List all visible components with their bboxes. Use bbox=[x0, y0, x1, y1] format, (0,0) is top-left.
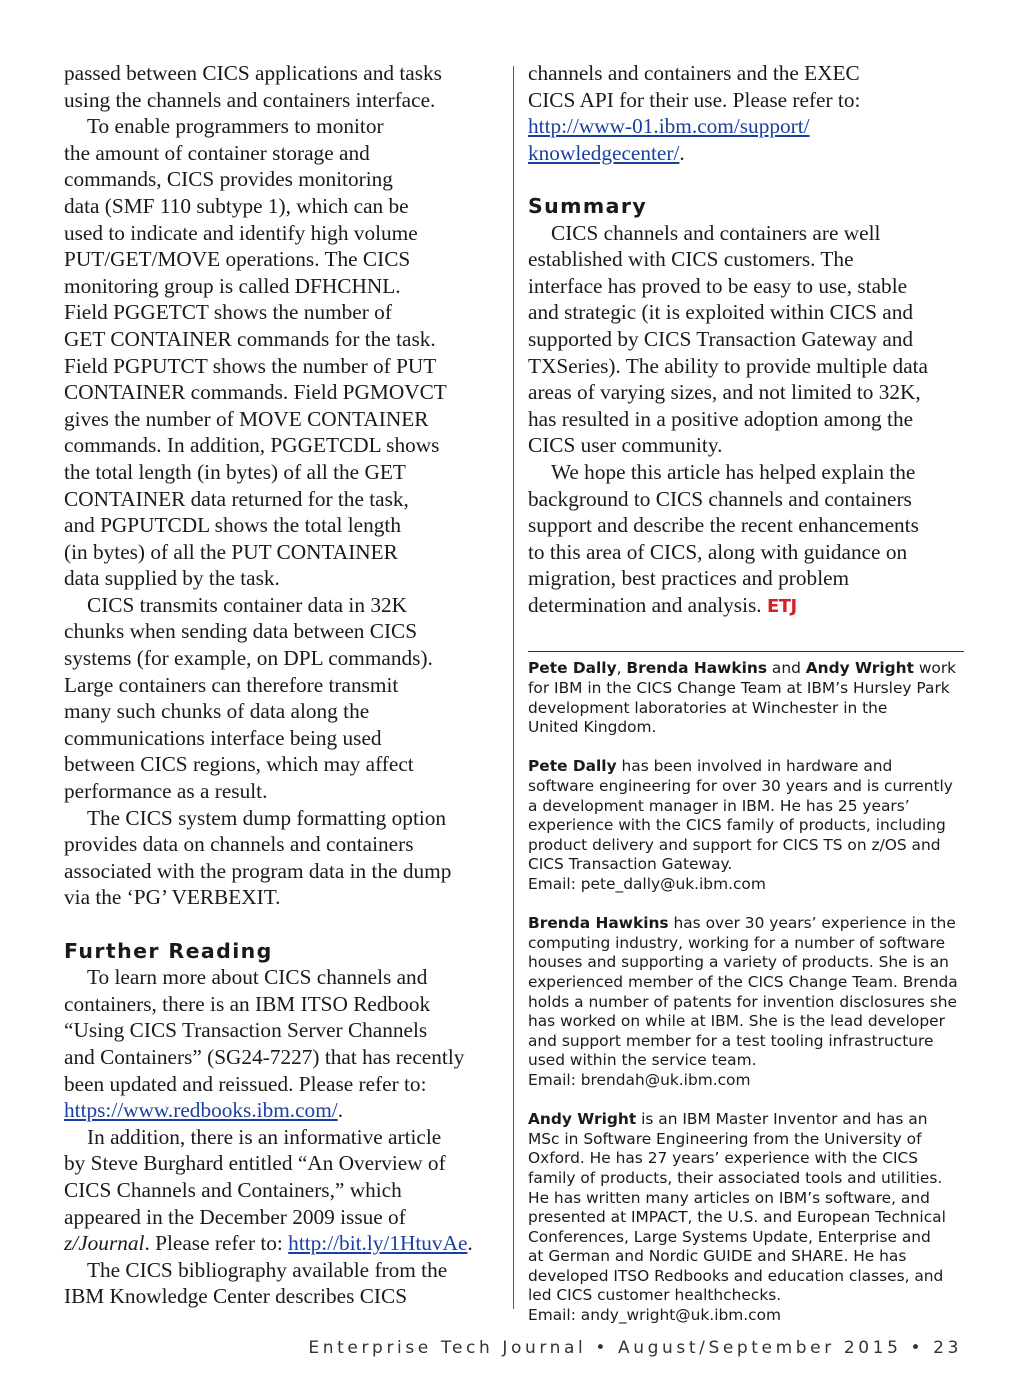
text-line: many such chunks of data along the bbox=[64, 699, 370, 724]
summary-heading: Summary bbox=[528, 193, 648, 218]
text-line bbox=[528, 757, 964, 777]
text-line: CICS API for their use. Please refer to: bbox=[528, 87, 861, 112]
text-line: interface has proved to be easy to use, stable bbox=[528, 273, 908, 298]
text-line: z/Journal. Please refer to: http://bit.ly/1HtuvAe. bbox=[64, 1231, 473, 1256]
text-line: Field PGGETCT shows the number of bbox=[64, 300, 392, 325]
monitoring-paragraph bbox=[64, 113, 502, 592]
text-fragment: , bbox=[616, 659, 627, 678]
text-line: In addition, there is an informative article bbox=[87, 1124, 442, 1149]
text-line: presented at IMPACT, the U.S. and European Technical bbox=[528, 1208, 946, 1227]
redbook-paragraph bbox=[64, 964, 502, 1124]
closing-paragraph bbox=[528, 459, 964, 621]
authors-intro bbox=[528, 659, 964, 757]
text-line: systems (for example, on DPL commands). bbox=[64, 646, 433, 671]
text-line bbox=[528, 914, 964, 934]
text-line: commands. In addition, PGGETCDL shows bbox=[64, 433, 440, 458]
column-divider bbox=[513, 66, 514, 1309]
text-line: appeared in the December 2009 issue of bbox=[64, 1204, 406, 1229]
left-paragraph-1 bbox=[64, 60, 502, 113]
text-line: Conferences, Large Systems Update, Enterprise and bbox=[528, 1227, 931, 1246]
text-line: development laboratories at Winchester in the bbox=[528, 698, 888, 717]
summary-paragraph bbox=[528, 220, 964, 459]
text-line: product delivery and support for CICS TS on z/OS and bbox=[528, 835, 941, 854]
bio-pete-dally bbox=[528, 757, 964, 914]
text-line: Field PGPUTCT shows the number of PUT bbox=[64, 353, 437, 378]
author-email: Email: pete_dally@uk.ibm.com bbox=[528, 875, 766, 893]
text-line: houses and supporting a variety of products. She is an bbox=[528, 953, 949, 972]
text-line: To enable programmers to monitor bbox=[87, 114, 384, 139]
redbooks-link[interactable]: https://www.redbooks.ibm.com/ bbox=[64, 1098, 338, 1123]
text-line: support and describe the recent enhancements bbox=[528, 513, 919, 538]
text-fragment: has over 30 years’ experience in the bbox=[668, 914, 956, 933]
text-line: used to indicate and identify high volume bbox=[64, 220, 418, 245]
text-line: The CICS bibliography available from the bbox=[87, 1257, 448, 1282]
text-line: a development manager in IBM. He has 25 years’ bbox=[528, 796, 910, 815]
footer-bullet: • bbox=[595, 1338, 610, 1358]
bibliography-paragraph bbox=[64, 1257, 502, 1310]
spacer bbox=[528, 1091, 964, 1111]
text-line: CICS transmits container data in 32K bbox=[87, 592, 407, 617]
refer-text: . Please refer to: bbox=[144, 1231, 289, 1256]
article-paragraph bbox=[64, 1124, 502, 1257]
etj-end-mark: ETJ bbox=[766, 595, 797, 617]
spacer bbox=[528, 895, 964, 915]
text-line: knowledgecenter/. bbox=[528, 140, 685, 165]
bio-andy-wright bbox=[528, 1110, 964, 1326]
text-line: We hope this article has helped explain the bbox=[551, 459, 916, 484]
text-line: has resulted in a positive adoption among the bbox=[528, 406, 914, 431]
author-email: Email: brendah@uk.ibm.com bbox=[528, 1070, 751, 1089]
spacer bbox=[528, 738, 964, 758]
left-column bbox=[64, 60, 502, 1310]
bitly-link[interactable]: http://bit.ly/1HtuvAe bbox=[288, 1231, 468, 1256]
text-line: gives the number of MOVE CONTAINER bbox=[64, 406, 429, 431]
text-line: To learn more about CICS channels and bbox=[87, 965, 428, 990]
text-line bbox=[528, 659, 964, 679]
text-line: and Containers” (SG24-7227) that has recently bbox=[64, 1044, 465, 1069]
text-line: CICS user community. bbox=[528, 433, 723, 458]
text-line: to this area of CICS, along with guidance on bbox=[528, 539, 908, 564]
text-line: containers, there is an IBM ITSO Redbook bbox=[64, 991, 431, 1016]
text-line: supported by CICS Transaction Gateway and bbox=[528, 326, 914, 351]
text-line: associated with the program data in the dump bbox=[64, 858, 452, 883]
text-line: migration, best practices and problem bbox=[528, 566, 850, 591]
text-line: performance as a result. bbox=[64, 779, 268, 804]
text-line: using the channels and containers interface. bbox=[64, 87, 436, 112]
text-line: the amount of container storage and bbox=[64, 140, 370, 165]
text-fragment: has been involved in hardware and bbox=[616, 757, 893, 776]
author-name: Andy Wright bbox=[528, 1110, 637, 1129]
text-line: computing industry, working for a number of software bbox=[528, 933, 946, 952]
text-line bbox=[528, 592, 964, 621]
transmission-paragraph bbox=[64, 592, 502, 805]
text-line: CICS Transaction Gateway. bbox=[528, 855, 733, 874]
bio-separator-rule bbox=[528, 651, 964, 652]
text-line: chunks when sending data between CICS bbox=[64, 619, 418, 644]
issue-date: August/September 2015 bbox=[618, 1338, 902, 1358]
continued-paragraph bbox=[528, 60, 964, 166]
text-line: software engineering for over 30 years and is currently bbox=[528, 777, 953, 796]
text-line: CONTAINER data returned for the task, bbox=[64, 486, 409, 511]
author-name: Pete Dally bbox=[528, 659, 617, 678]
author-name: Brenda Hawkins bbox=[528, 914, 669, 933]
text-line: PUT/GET/MOVE operations. The CICS bbox=[64, 247, 411, 272]
text-line: monitoring group is called DFHCHNL. bbox=[64, 273, 401, 298]
text-line: between CICS regions, which may affect bbox=[64, 752, 414, 777]
text-line bbox=[528, 1110, 964, 1130]
text-line: He has written many articles on IBM’s software, and bbox=[528, 1188, 930, 1207]
page-footer bbox=[308, 1338, 962, 1358]
text-line: CICS Channels and Containers,” which bbox=[64, 1177, 402, 1202]
spacer bbox=[528, 166, 964, 193]
text-line: GET CONTAINER commands for the task. bbox=[64, 326, 436, 351]
text-line: MSc in Software Engineering from the University of bbox=[528, 1129, 922, 1148]
text-line: established with CICS customers. The bbox=[528, 247, 854, 272]
journal-title: z/Journal bbox=[64, 1231, 145, 1256]
text-line bbox=[528, 113, 964, 140]
text-line: the total length (in bytes) of all the GET bbox=[64, 459, 406, 484]
text-line: Large containers can therefore transmit bbox=[64, 672, 399, 697]
footer-bullet: • bbox=[910, 1338, 925, 1358]
text-line: TXSeries). The ability to provide multiple data bbox=[528, 353, 929, 378]
text-line: and support member for a test tooling infrastructure bbox=[528, 1031, 934, 1050]
text-line: been updated and reissued. Please refer to: bbox=[64, 1071, 427, 1096]
text-line: at German and Nordic GUIDE and SHARE. He has bbox=[528, 1247, 907, 1266]
text-line: for IBM in the CICS Change Team at IBM’s Hursley Park bbox=[528, 679, 950, 698]
knowledge-center-link[interactable]: http://www-01.ibm.com/support/ bbox=[528, 114, 810, 139]
text-line: by Steve Burghard entitled “An Overview of bbox=[64, 1151, 446, 1176]
text-line: developed ITSO Redbooks and education classes, and bbox=[528, 1266, 944, 1285]
text-line: background to CICS channels and containers bbox=[528, 486, 912, 511]
text-line: “Using CICS Transaction Server Channels bbox=[64, 1018, 428, 1043]
text-line: channels and containers and the EXEC bbox=[528, 61, 860, 85]
text-line: The CICS system dump formatting option bbox=[87, 805, 447, 830]
text-line: led CICS customer healthchecks. bbox=[528, 1286, 782, 1305]
text-line: experience with the CICS family of products, including bbox=[528, 816, 946, 835]
text-line: holds a number of patents for invention disclosures she bbox=[528, 992, 957, 1011]
text-line: commands, CICS provides monitoring bbox=[64, 167, 393, 192]
text-line: data supplied by the task. bbox=[64, 566, 280, 591]
text-fragment: is an IBM Master Inventor and has an bbox=[636, 1110, 928, 1129]
text-line: Oxford. He has 27 years’ experience with the CICS bbox=[528, 1149, 919, 1168]
knowledge-center-link-cont[interactable]: knowledgecenter/ bbox=[528, 140, 680, 165]
text-line: and PGPUTCDL shows the total length bbox=[64, 513, 401, 538]
right-column bbox=[528, 60, 964, 1326]
author-name: Andy Wright bbox=[805, 659, 914, 678]
bio-brenda-hawkins bbox=[528, 914, 964, 1110]
text-fragment: and bbox=[767, 659, 806, 678]
text-line: (in bytes) of all the PUT CONTAINER bbox=[64, 539, 398, 564]
text-line: via the ‘PG’ VERBEXIT. bbox=[64, 885, 281, 910]
text-line: used within the service team. bbox=[528, 1051, 757, 1070]
text-line: and strategic (it is exploited within CICS and bbox=[528, 300, 914, 325]
text-line: passed between CICS applications and tasks bbox=[64, 61, 442, 85]
text-line: experienced member of the CICS Change Team. Brenda bbox=[528, 972, 958, 991]
text-fragment: work bbox=[913, 659, 957, 678]
author-name: Pete Dally bbox=[528, 757, 617, 776]
page-number: 23 bbox=[933, 1338, 962, 1358]
text-line: https://www.redbooks.ibm.com/. bbox=[64, 1098, 344, 1123]
text-line: has worked on while at IBM. She is the lead developer bbox=[528, 1012, 945, 1031]
spacer bbox=[64, 911, 502, 938]
closing-text: determination and analysis. bbox=[528, 592, 767, 617]
further-reading-heading: Further Reading bbox=[64, 938, 273, 963]
author-name: Brenda Hawkins bbox=[626, 659, 768, 678]
text-line: areas of varying sizes, and not limited to 32K, bbox=[528, 380, 921, 405]
text-line: IBM Knowledge Center describes CICS bbox=[64, 1284, 408, 1309]
text-line: provides data on channels and containers bbox=[64, 832, 414, 857]
text-line: family of products, their associated tools and utilities. bbox=[528, 1168, 943, 1187]
text-line: CICS channels and containers are well bbox=[551, 220, 881, 245]
text-line: communications interface being used bbox=[64, 725, 382, 750]
text-line: United Kingdom. bbox=[528, 718, 657, 737]
text-line: CONTAINER commands. Field PGMOVCT bbox=[64, 380, 447, 405]
dump-paragraph bbox=[64, 805, 502, 911]
author-email: Email: andy_wright@uk.ibm.com bbox=[528, 1306, 782, 1325]
publication-name: Enterprise Tech Journal bbox=[308, 1338, 587, 1358]
text-line: data (SMF 110 subtype 1), which can be bbox=[64, 193, 409, 218]
